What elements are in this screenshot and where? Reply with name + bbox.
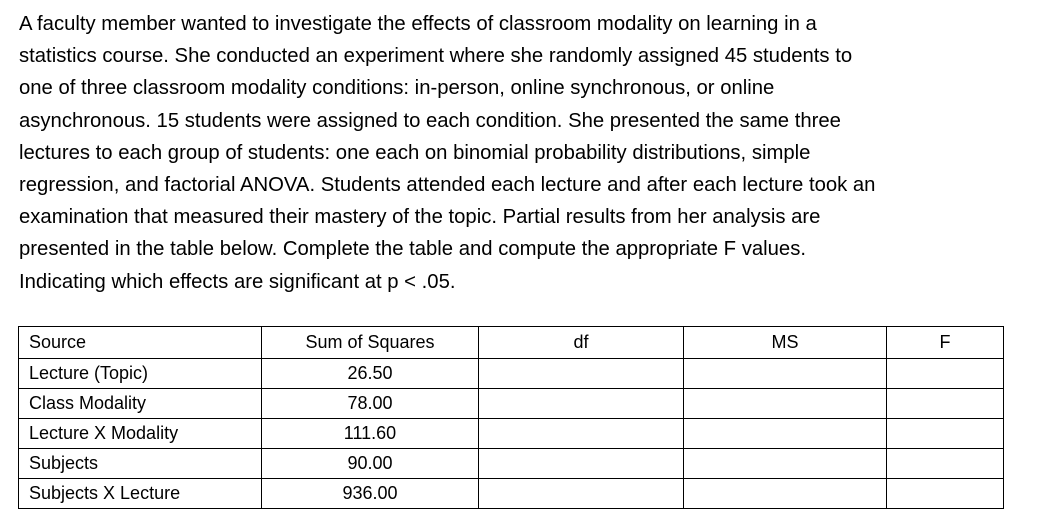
- table-row-lecture: [19, 359, 1004, 389]
- header-sum-of-squares: Sum of Squares: [262, 327, 479, 359]
- df-cell[interactable]: [479, 449, 684, 479]
- source-cell: Lecture (Topic): [19, 359, 262, 389]
- f-cell[interactable]: [887, 359, 1004, 389]
- ss-cell: 936.00: [262, 479, 479, 509]
- problem-line-1: A faculty member wanted to investigate the effects of classroom modality on learning in a: [19, 13, 817, 35]
- df-cell[interactable]: [479, 359, 684, 389]
- ms-cell[interactable]: [684, 359, 887, 389]
- problem-line-6: regression, and factorial ANOVA. Students attended each lecture and after each lecture took an: [19, 174, 876, 197]
- source-cell: Class Modality: [19, 389, 262, 419]
- problem-line-5: lectures to each group of students: one each on binomial probability distributions, simple: [19, 141, 811, 164]
- f-cell[interactable]: [887, 449, 1004, 479]
- problem-line-2: statistics course. She conducted an experiment where she randomly assigned 45 students to: [19, 45, 853, 68]
- df-cell[interactable]: [479, 389, 684, 419]
- table-row-subjects-x-lecture: [19, 479, 1004, 509]
- table-row-modality: [19, 389, 1004, 419]
- problem-line-9: Indicating which effects are significant at p < .05.: [19, 270, 456, 293]
- df-cell[interactable]: [479, 479, 684, 509]
- table-row-subjects: [19, 449, 1004, 479]
- problem-line-4: asynchronous. 15 students were assigned to each condition. She presented the same three: [19, 109, 841, 132]
- source-cell: Lecture X Modality: [19, 419, 262, 449]
- source-cell: Subjects: [19, 449, 262, 479]
- anova-table: [18, 326, 1004, 509]
- problem-line-3: one of three classroom modality conditions: in-person, online synchronous, or online: [19, 77, 775, 100]
- ss-cell: 90.00: [262, 449, 479, 479]
- ms-cell[interactable]: [684, 419, 887, 449]
- problem-line-7: examination that measured their mastery of the topic. Partial results from her analysis are: [19, 206, 821, 229]
- table-row-interaction: [19, 419, 1004, 449]
- header-ms: MS: [684, 327, 887, 359]
- ms-cell[interactable]: [684, 449, 887, 479]
- header-df: df: [479, 327, 684, 359]
- f-cell[interactable]: [887, 479, 1004, 509]
- ss-cell: 26.50: [262, 359, 479, 389]
- ss-cell: 78.00: [262, 389, 479, 419]
- header-source: Source: [19, 327, 262, 359]
- header-f: F: [887, 327, 1004, 359]
- ss-cell: 111.60: [262, 419, 479, 449]
- f-cell[interactable]: [887, 389, 1004, 419]
- table-header-row: [19, 327, 1004, 359]
- f-cell[interactable]: [887, 419, 1004, 449]
- problem-statement: [19, 8, 1049, 298]
- ms-cell[interactable]: [684, 479, 887, 509]
- source-cell: Subjects X Lecture: [19, 479, 262, 509]
- df-cell[interactable]: [479, 419, 684, 449]
- problem-line-8: presented in the table below. Complete the table and compute the appropriate F values.: [19, 238, 806, 261]
- ms-cell[interactable]: [684, 389, 887, 419]
